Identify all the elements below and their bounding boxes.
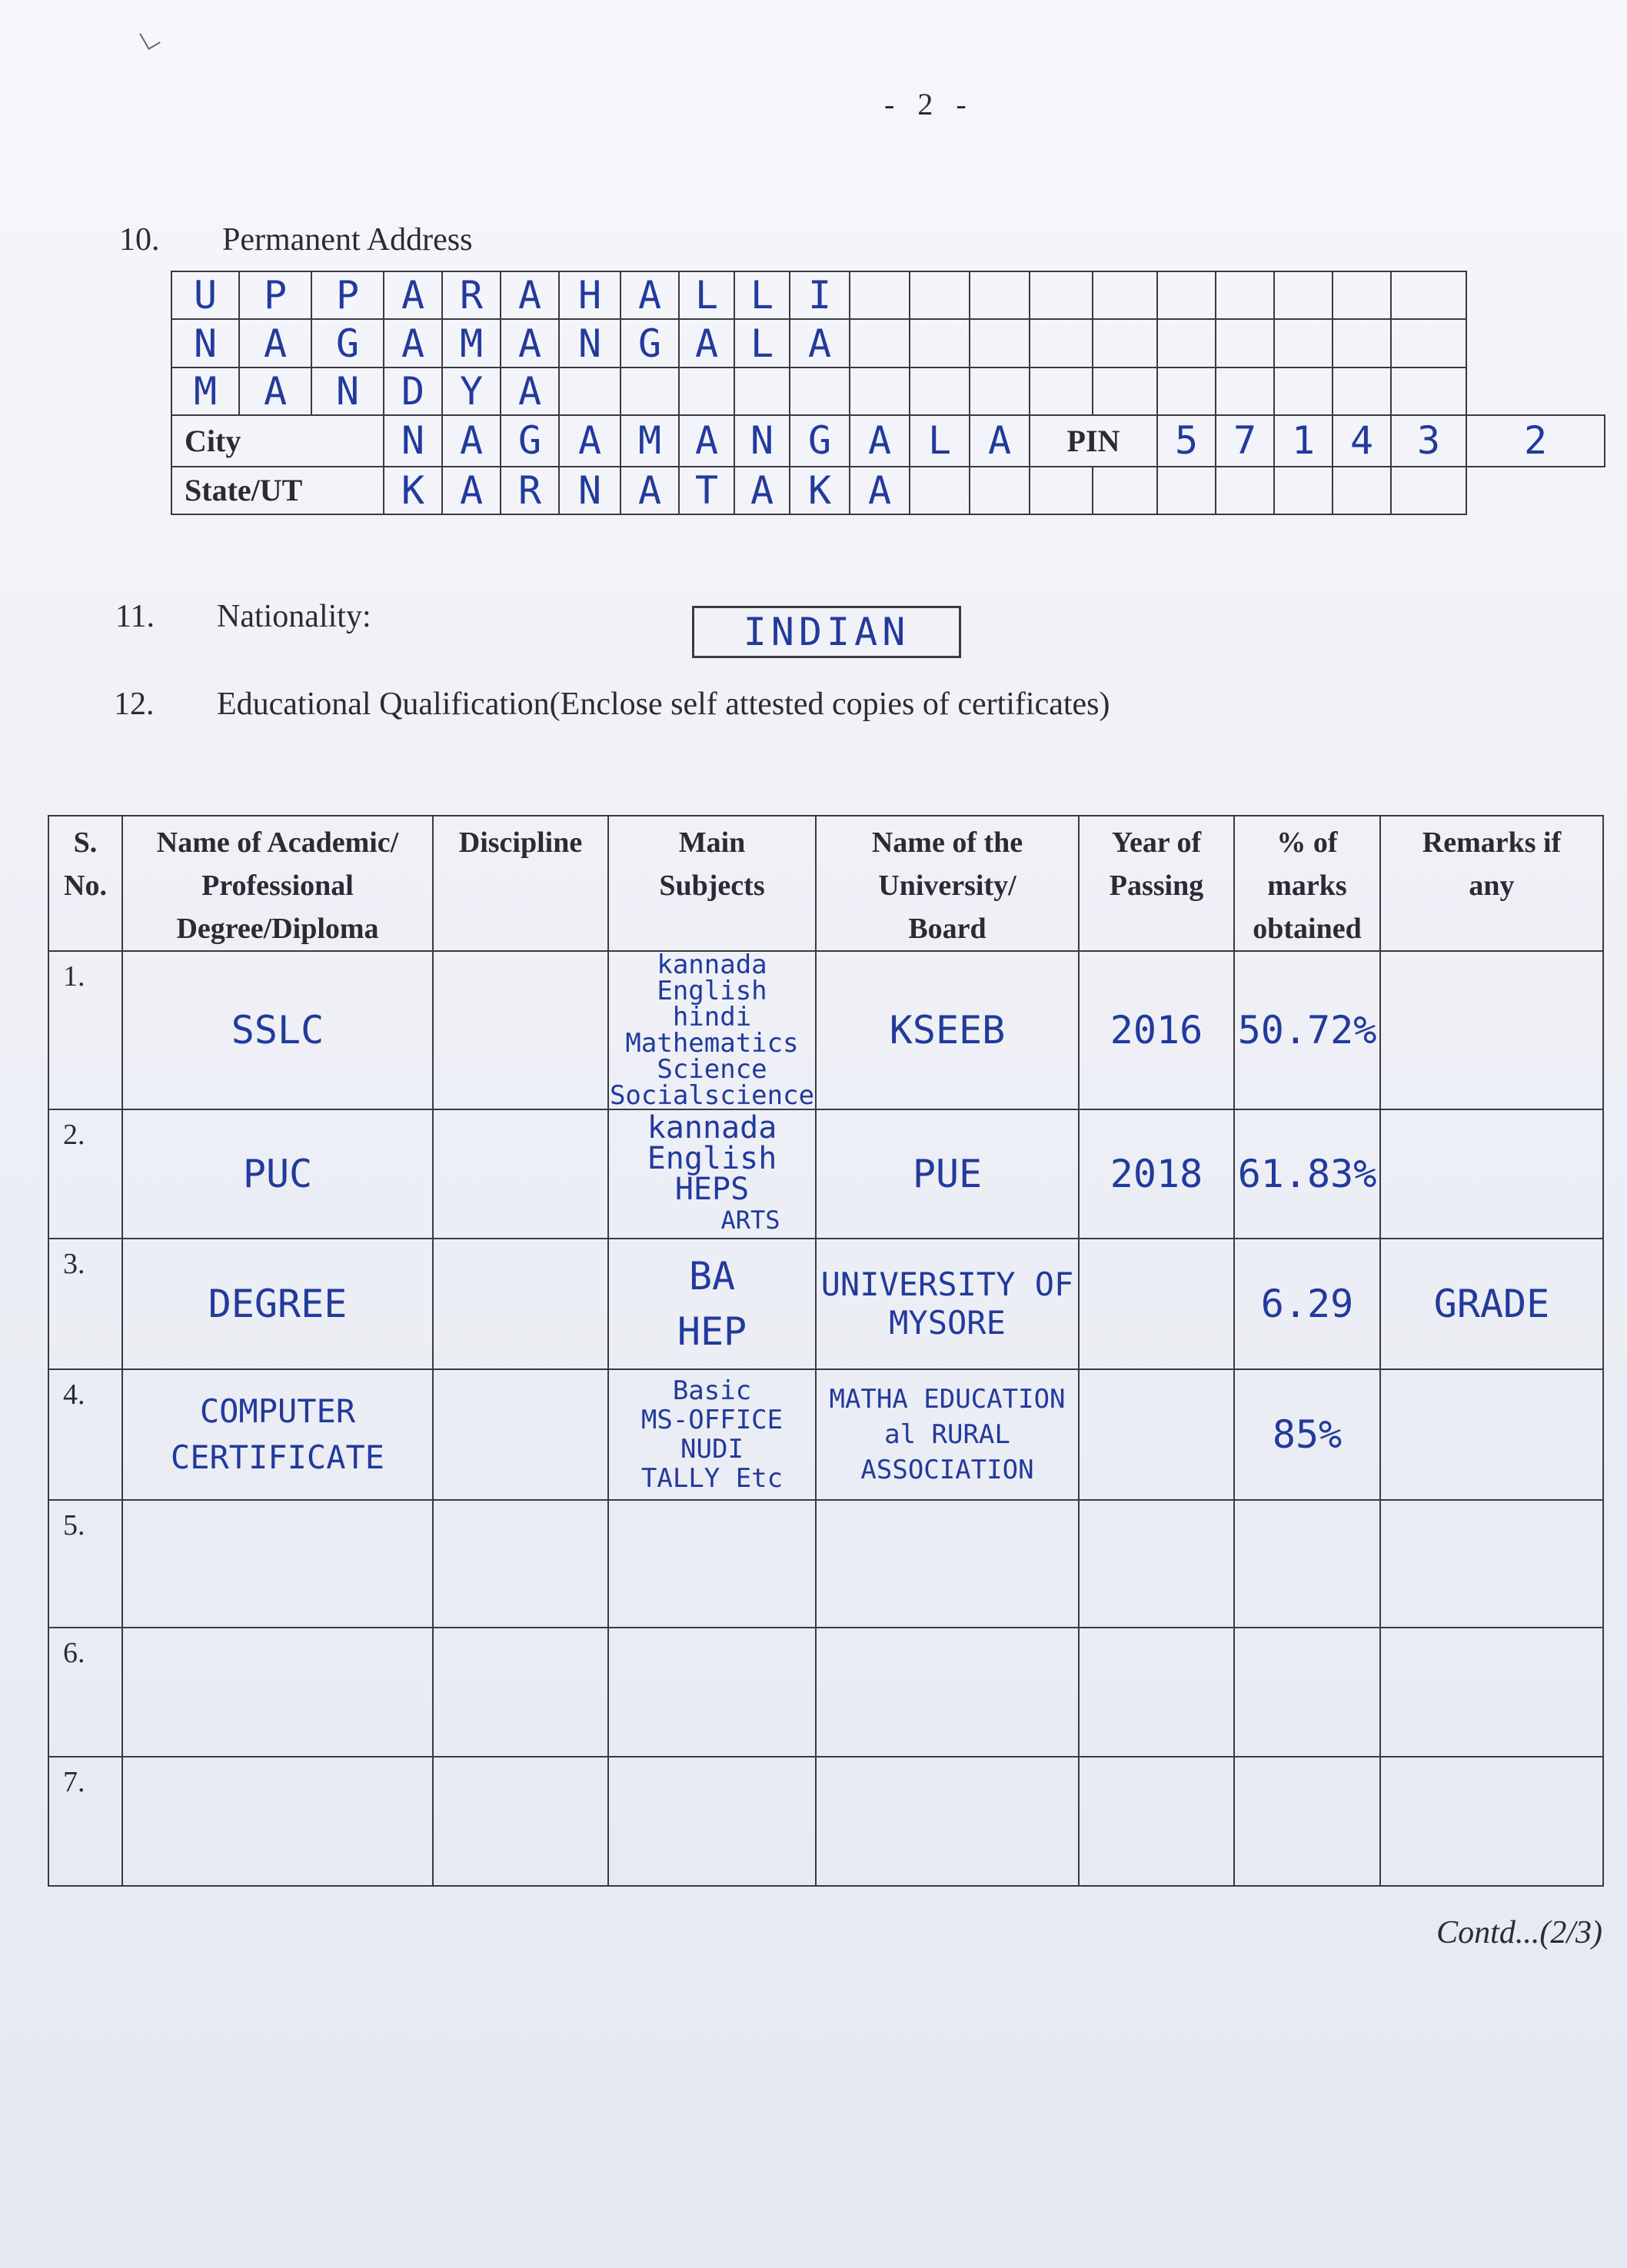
cell-university: PUE <box>816 1109 1079 1239</box>
state-char-cell: R <box>501 467 559 514</box>
address-char-cell <box>1274 271 1333 319</box>
address-char-cell <box>1216 367 1274 415</box>
city-char-cell: A <box>850 415 910 466</box>
address-char-cell: I <box>790 271 850 319</box>
city-label: City <box>171 415 384 466</box>
address-char-cell: A <box>679 319 734 367</box>
address-char-cell <box>559 367 621 415</box>
city-char-cell: A <box>970 415 1030 466</box>
address-char-cell <box>621 367 679 415</box>
state-char-cell <box>1157 467 1216 514</box>
address-char-cell: A <box>384 271 442 319</box>
cell-discipline <box>433 1757 608 1886</box>
state-char-cell: A <box>621 467 679 514</box>
state-char-cell: K <box>384 467 442 514</box>
address-char-cell <box>970 367 1030 415</box>
cell-subjects: Basic MS-OFFICE NUDI TALLY Etc <box>608 1369 816 1500</box>
cell-subjects <box>608 1628 816 1757</box>
section-number: 12. <box>114 687 155 722</box>
cell-discipline <box>433 1500 608 1628</box>
cell-remarks <box>1380 1757 1603 1886</box>
address-row <box>171 319 1605 367</box>
address-char-cell: A <box>384 319 442 367</box>
address-char-cell <box>850 271 910 319</box>
address-char-cell <box>1391 271 1466 319</box>
cell-university <box>816 1628 1079 1757</box>
cell-degree: DEGREE <box>122 1239 433 1369</box>
address-char-cell: A <box>501 271 559 319</box>
cell-degree: PUC <box>122 1109 433 1239</box>
cell-remarks: GRADE <box>1380 1239 1603 1369</box>
cell-year <box>1079 1628 1234 1757</box>
table-row <box>48 1628 1603 1757</box>
cell-marks <box>1234 1628 1380 1757</box>
address-char-cell: A <box>239 367 311 415</box>
address-char-cell <box>1030 271 1093 319</box>
cell-sno: 7. <box>48 1757 122 1886</box>
cell-subjects: kannada English HEPS ARTS <box>608 1109 816 1239</box>
continued-note: Contd...(2/3) <box>1436 1915 1602 1950</box>
address-char-cell <box>850 367 910 415</box>
pen-mark <box>139 27 161 50</box>
address-char-cell: A <box>501 319 559 367</box>
address-char-cell: P <box>311 271 384 319</box>
cell-marks <box>1234 1757 1380 1886</box>
city-char-cell: A <box>679 415 734 466</box>
cell-marks: 85% <box>1234 1369 1380 1500</box>
table-row <box>48 1109 1603 1239</box>
section-number: 10. <box>119 222 160 258</box>
pin-digit-cell: 1 <box>1274 415 1333 466</box>
address-char-cell: N <box>171 319 239 367</box>
address-char-cell: U <box>171 271 239 319</box>
state-char-cell <box>1333 467 1391 514</box>
cell-sno: 3. <box>48 1239 122 1369</box>
header-year: Year of Passing <box>1079 816 1234 951</box>
cell-discipline <box>433 1109 608 1239</box>
address-char-cell <box>1216 271 1274 319</box>
cell-university: MATHA EDUCATION al RURAL ASSOCIATION <box>816 1369 1079 1500</box>
pin-digit-cell: 5 <box>1157 415 1216 466</box>
header-subjects: Main Subjects <box>608 816 816 951</box>
address-char-cell: P <box>239 271 311 319</box>
address-char-cell: A <box>621 271 679 319</box>
cell-marks: 6.29 <box>1234 1239 1380 1369</box>
city-char-cell: G <box>790 415 850 466</box>
pin-label: PIN <box>1030 415 1157 466</box>
state-char-cell: N <box>559 467 621 514</box>
address-char-cell: A <box>239 319 311 367</box>
cell-university <box>816 1500 1079 1628</box>
section-label: Permanent Address <box>222 222 473 258</box>
table-row <box>48 1239 1603 1369</box>
cell-remarks <box>1380 1369 1603 1500</box>
state-label: State/UT <box>171 467 384 514</box>
cell-remarks <box>1380 1628 1603 1757</box>
table-row <box>48 1500 1603 1628</box>
cell-year: 2016 <box>1079 951 1234 1109</box>
header-degree: Name of Academic/ Professional Degree/Diploma <box>122 816 433 951</box>
address-char-cell: Y <box>442 367 501 415</box>
address-char-cell <box>970 319 1030 367</box>
education-table <box>48 815 1604 1887</box>
address-char-cell: N <box>311 367 384 415</box>
state-char-cell <box>1030 467 1093 514</box>
address-char-cell <box>734 367 790 415</box>
address-row <box>171 271 1605 319</box>
cell-degree: COMPUTER CERTIFICATE <box>122 1369 433 1500</box>
address-char-cell: L <box>734 319 790 367</box>
cell-sno: 5. <box>48 1500 122 1628</box>
page-number: - 2 - <box>884 87 974 121</box>
cell-university: KSEEB <box>816 951 1079 1109</box>
state-char-cell <box>1216 467 1274 514</box>
address-char-cell <box>1157 271 1216 319</box>
cell-subjects: kannada English hindi Mathematics Science Socialscience <box>609 951 815 1109</box>
pin-digit-cell: 4 <box>1333 415 1391 466</box>
state-char-cell: A <box>850 467 910 514</box>
cell-subjects: BA HEP <box>608 1239 816 1369</box>
cell-year <box>1079 1500 1234 1628</box>
address-char-cell <box>1093 367 1157 415</box>
table-row <box>48 951 1603 1109</box>
address-char-cell <box>1030 367 1093 415</box>
cell-year <box>1079 1239 1234 1369</box>
cell-discipline <box>433 1628 608 1757</box>
address-row <box>171 415 1605 466</box>
cell-marks: 61.83% <box>1234 1109 1380 1239</box>
address-char-cell: L <box>679 271 734 319</box>
header-university: Name of the University/ Board <box>816 816 1079 951</box>
section-label: Educational Qualification(Enclose self attested copies of certificates) <box>217 687 1110 722</box>
address-char-cell: A <box>790 319 850 367</box>
section-number: 11. <box>115 599 155 634</box>
address-char-cell <box>1391 367 1466 415</box>
header-marks: % of marks obtained <box>1234 816 1380 951</box>
cell-subjects <box>608 1500 816 1628</box>
address-char-cell <box>1333 319 1391 367</box>
header-sno: S. No. <box>48 816 122 951</box>
pin-digit-cell: 2 <box>1466 415 1605 466</box>
state-char-cell: A <box>734 467 790 514</box>
state-char-cell: T <box>679 467 734 514</box>
cell-discipline <box>433 1369 608 1500</box>
address-char-cell: H <box>559 271 621 319</box>
state-char-cell: K <box>790 467 850 514</box>
city-char-cell: N <box>384 415 442 466</box>
pin-digit-cell: 7 <box>1216 415 1274 466</box>
address-char-cell: N <box>559 319 621 367</box>
address-char-cell <box>1333 367 1391 415</box>
address-char-cell: G <box>621 319 679 367</box>
cell-sno: 1. <box>48 951 122 1109</box>
cell-remarks <box>1380 1500 1603 1628</box>
cell-discipline <box>433 1239 608 1369</box>
address-char-cell <box>910 367 970 415</box>
address-char-cell <box>970 271 1030 319</box>
address-char-cell: M <box>171 367 239 415</box>
address-char-cell <box>1274 367 1333 415</box>
table-row <box>48 1757 1603 1886</box>
table-row <box>48 1369 1603 1500</box>
address-char-cell <box>679 367 734 415</box>
address-char-cell <box>1030 319 1093 367</box>
address-char-cell: G <box>311 319 384 367</box>
address-char-cell: A <box>501 367 559 415</box>
cell-year: 2018 <box>1079 1109 1234 1239</box>
address-grid <box>171 271 1605 515</box>
address-char-cell <box>790 367 850 415</box>
address-char-cell: L <box>734 271 790 319</box>
cell-university: UNIVERSITY OF MYSORE <box>816 1239 1079 1369</box>
address-char-cell <box>910 271 970 319</box>
cell-year <box>1079 1757 1234 1886</box>
cell-sno: 6. <box>48 1628 122 1757</box>
state-char-cell: A <box>442 467 501 514</box>
city-char-cell: A <box>559 415 621 466</box>
address-char-cell <box>1216 319 1274 367</box>
city-char-cell: G <box>501 415 559 466</box>
address-row <box>171 367 1605 415</box>
cell-year <box>1079 1369 1234 1500</box>
address-char-cell <box>1157 367 1216 415</box>
address-char-cell <box>1274 319 1333 367</box>
address-char-cell: M <box>442 319 501 367</box>
cell-subjects <box>608 1757 816 1886</box>
address-row <box>171 467 1605 514</box>
state-char-cell <box>1391 467 1466 514</box>
cell-remarks <box>1380 951 1603 1109</box>
cell-degree: SSLC <box>122 951 433 1109</box>
cell-degree <box>122 1500 433 1628</box>
address-char-cell <box>910 319 970 367</box>
address-char-cell <box>1093 271 1157 319</box>
pin-digit-cell: 3 <box>1391 415 1466 466</box>
state-char-cell <box>910 467 970 514</box>
city-char-cell: M <box>621 415 679 466</box>
nationality-value: INDIAN <box>692 606 961 658</box>
city-char-cell: A <box>442 415 501 466</box>
cell-degree <box>122 1757 433 1886</box>
city-char-cell: L <box>910 415 970 466</box>
address-char-cell <box>1391 319 1466 367</box>
state-char-cell <box>1093 467 1157 514</box>
cell-sno: 2. <box>48 1109 122 1239</box>
address-char-cell <box>1333 271 1391 319</box>
state-char-cell <box>970 467 1030 514</box>
cell-discipline <box>433 951 608 1109</box>
state-char-cell <box>1274 467 1333 514</box>
address-char-cell <box>1093 319 1157 367</box>
section-label: Nationality: <box>217 599 371 634</box>
education-header-row <box>48 816 1603 951</box>
address-char-cell <box>850 319 910 367</box>
address-char-cell <box>1157 319 1216 367</box>
cell-marks <box>1234 1500 1380 1628</box>
cell-marks: 50.72% <box>1234 951 1380 1109</box>
cell-degree <box>122 1628 433 1757</box>
address-char-cell: R <box>442 271 501 319</box>
address-char-cell: D <box>384 367 442 415</box>
city-char-cell: N <box>734 415 790 466</box>
cell-sno: 4. <box>48 1369 122 1500</box>
cell-remarks <box>1380 1109 1603 1239</box>
header-discipline: Discipline <box>433 816 608 951</box>
header-remarks: Remarks if any <box>1380 816 1603 951</box>
cell-university <box>816 1757 1079 1886</box>
